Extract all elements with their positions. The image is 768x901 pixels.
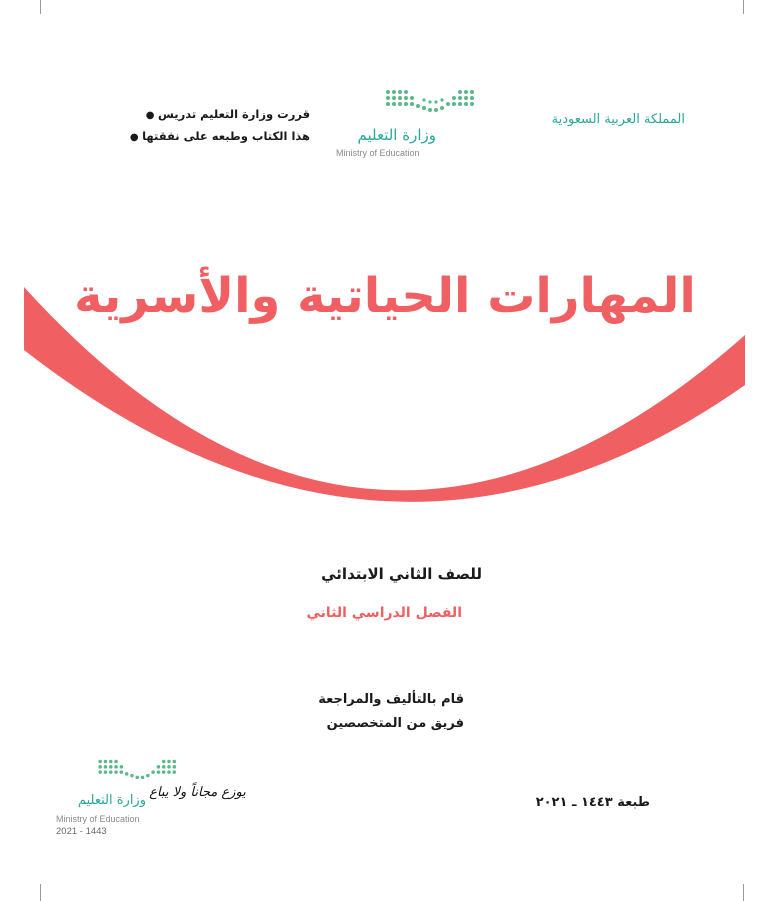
ministry-name-english: Ministry of Education bbox=[336, 148, 420, 158]
edition-info: طبعة ١٤٤٣ ـ ٢٠٢١ bbox=[535, 795, 650, 810]
kingdom-name: المملكة العربية السعودية bbox=[551, 112, 685, 127]
free-distribution-note: يوزع مجاناً ولا يباع bbox=[149, 785, 246, 800]
authored-by-label: قام بالتأليف والمراجعة bbox=[318, 692, 464, 707]
footer-ministry-arabic: وزارة التعليم bbox=[77, 793, 146, 808]
book-title: المهارات الحياتية والأسرية bbox=[74, 268, 696, 324]
author-team: فريق من المتخصصين bbox=[326, 716, 464, 731]
grade-level: للصف الثاني الابتدائي bbox=[321, 565, 482, 583]
ministry-logo-icon bbox=[94, 758, 184, 788]
ministry-name-arabic: وزارة التعليم bbox=[357, 126, 436, 144]
footer-ministry-english: Ministry of Education bbox=[56, 814, 140, 824]
approval-line: هذا الكتاب وطبعه على نفقتها ● bbox=[110, 126, 310, 148]
authorship bbox=[250, 688, 464, 736]
semester: الفصل الدراسي الثاني bbox=[306, 605, 462, 621]
footer-year: 2021 - 1443 bbox=[56, 826, 107, 837]
approval-line: قررت وزارة التعليم تدريس ● bbox=[110, 104, 310, 126]
